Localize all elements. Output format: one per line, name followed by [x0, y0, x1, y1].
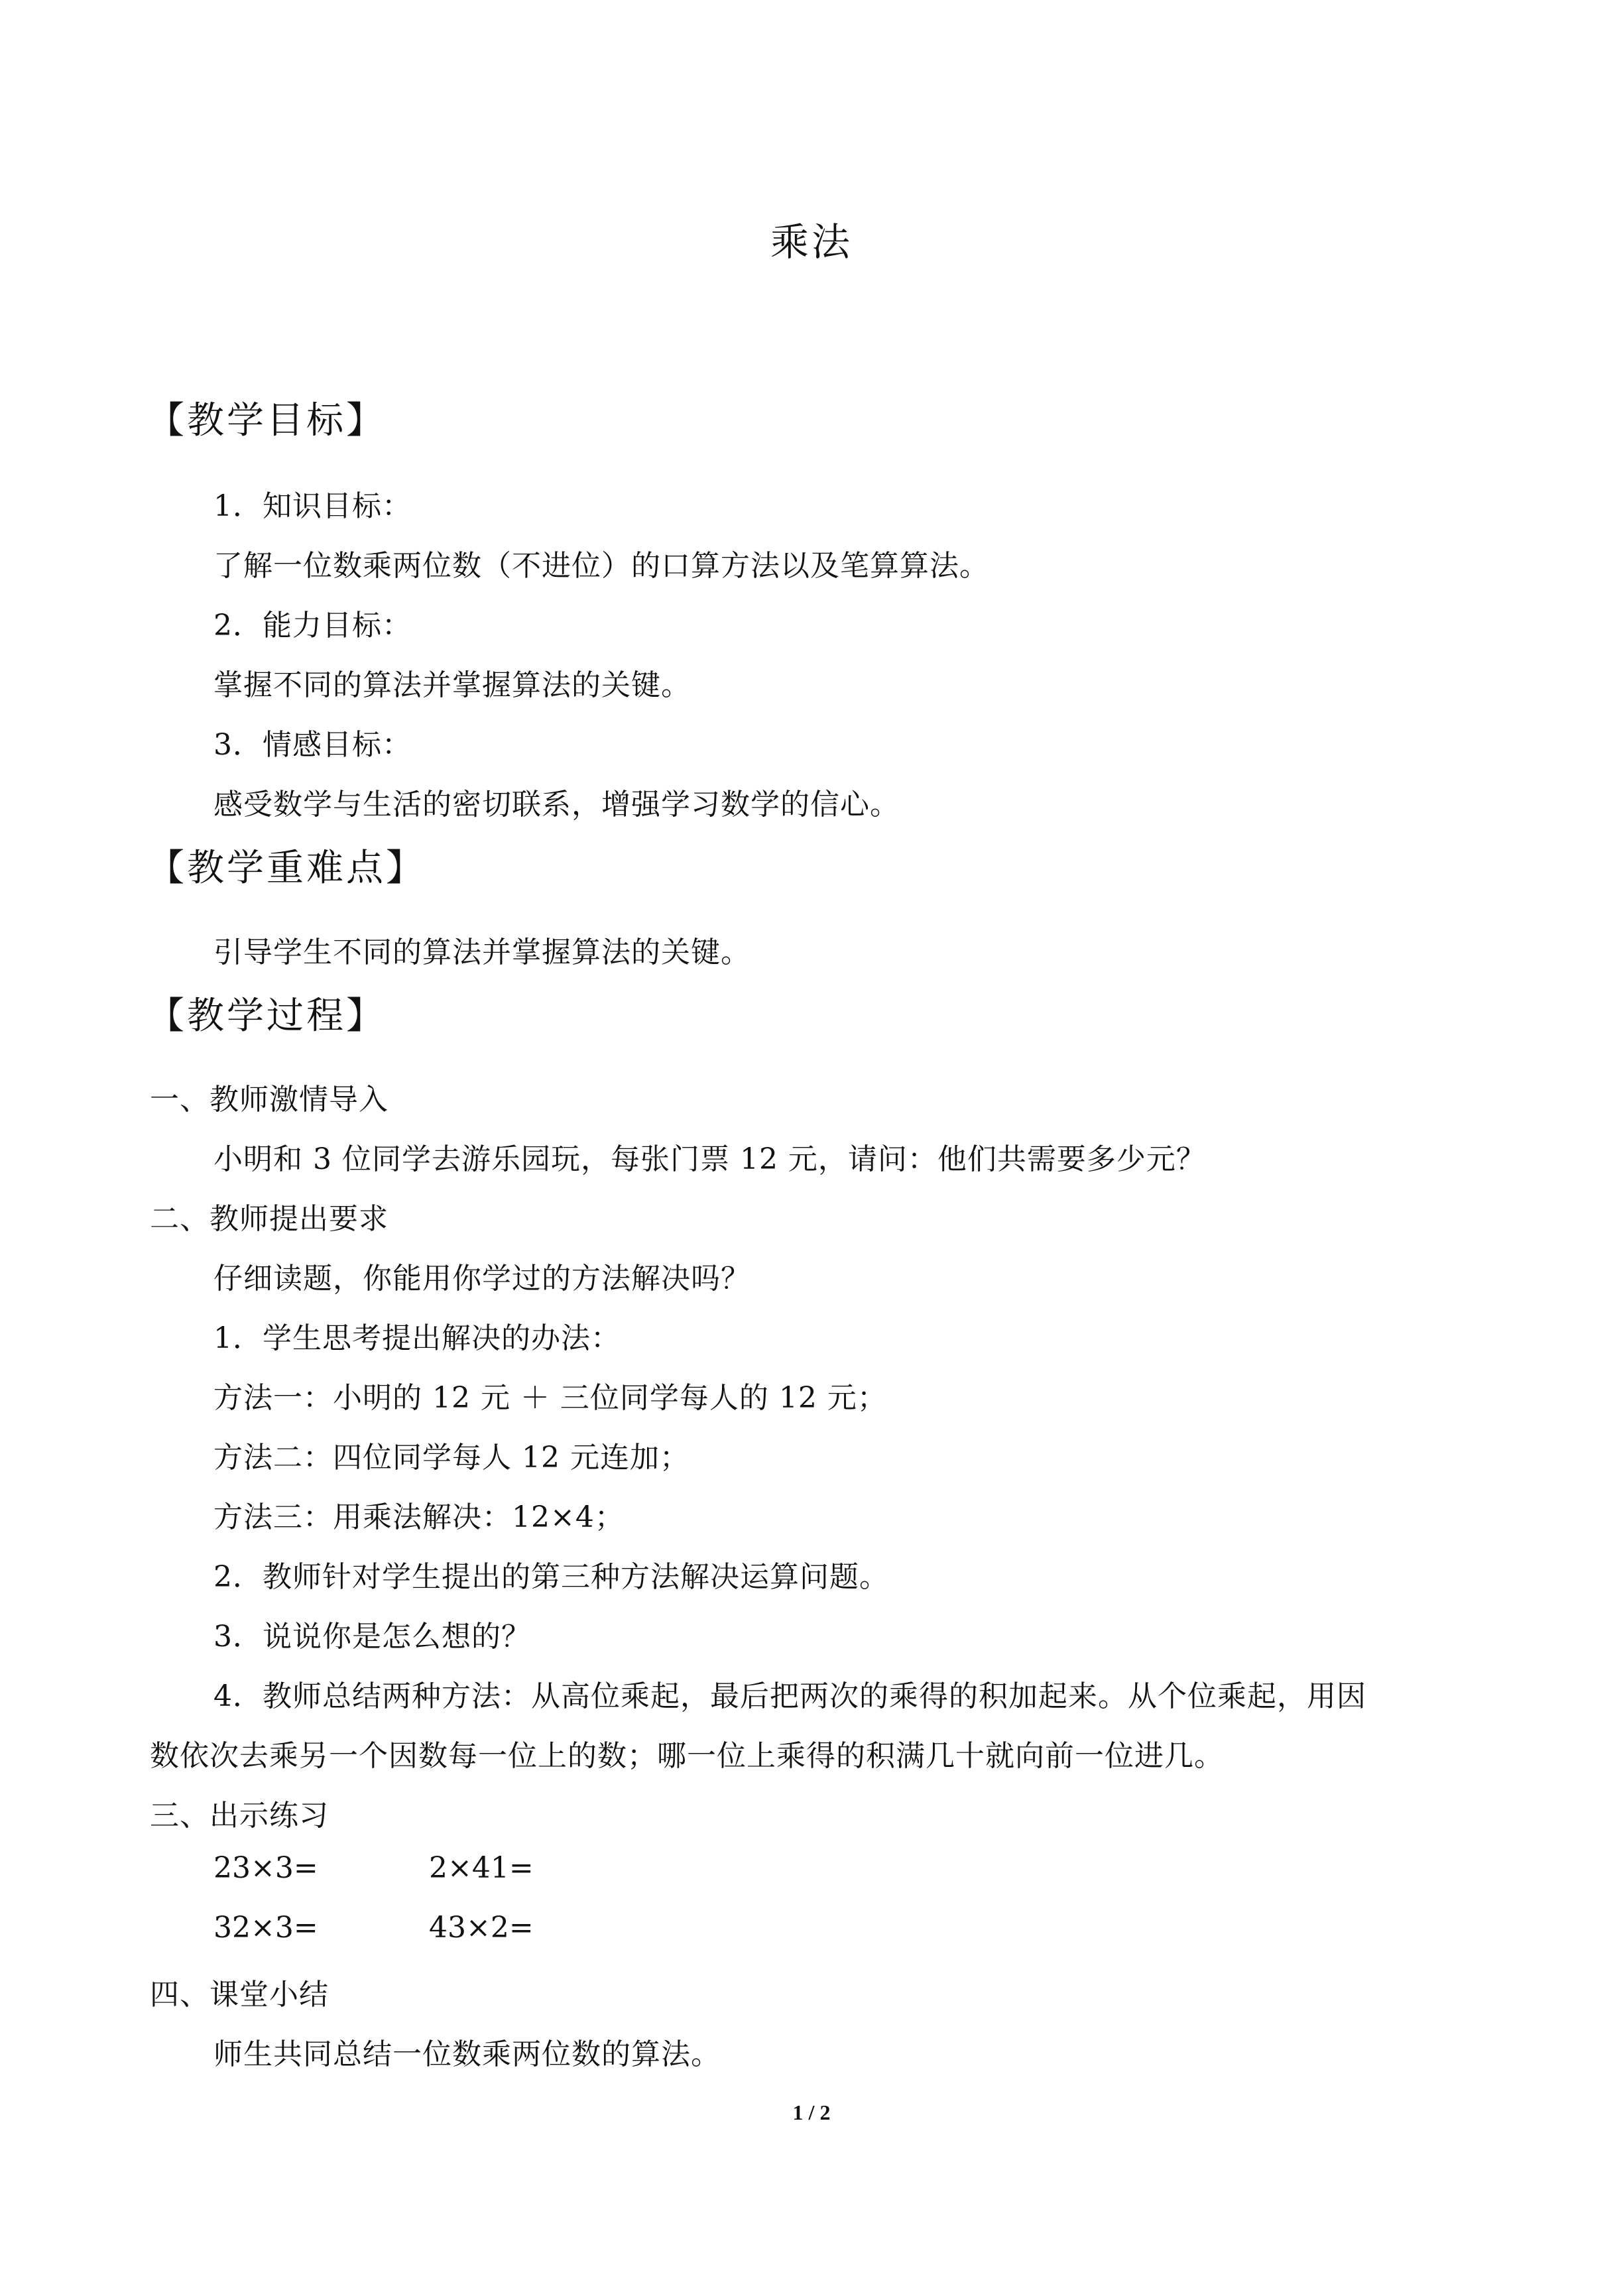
- document-title: 乘法: [770, 219, 853, 265]
- part2-title: 二、教师提出要求: [150, 1202, 389, 1236]
- part2-step3: 3．说说你是怎么想的？: [213, 1620, 531, 1654]
- method-2: 方法二：四位同学每人 12 元连加；: [213, 1441, 690, 1475]
- key-points-text: 引导学生不同的算法并掌握算法的关键。: [213, 936, 751, 969]
- objective-1-text: 了解一位数乘两位数（不进位）的口算方法以及笔算算法。: [213, 549, 989, 583]
- part2-intro: 仔细读题，你能用你学过的方法解决吗？: [213, 1262, 751, 1296]
- objective-2-label: 2．能力目标：: [213, 609, 412, 642]
- method-3: 方法三：用乘法解决：12×4；: [213, 1500, 625, 1534]
- page-number: 1 / 2: [792, 2100, 831, 2124]
- part2-step4-line1: 4．教师总结两种方法：从高位乘起，最后把两次的乘得的积加起来。从个位乘起，用因: [213, 1679, 1366, 1713]
- part1-title: 一、教师激情导入: [150, 1083, 389, 1117]
- part2-step1: 1．学生思考提出解决的办法：: [213, 1321, 621, 1355]
- method-1: 方法一：小明的 12 元 ＋ 三位同学每人的 12 元；: [213, 1381, 887, 1415]
- objective-2-text: 掌握不同的算法并掌握算法的关键。: [213, 668, 691, 702]
- process-heading: 【教学过程】: [147, 995, 386, 1038]
- objective-1-label: 1．知识目标：: [213, 489, 412, 523]
- part2-step4-line2: 数依次去乘另一个因数每一位上的数；哪一位上乘得的积满几十就向前一位进几。: [150, 1739, 1224, 1773]
- part2-step2: 2．教师针对学生提出的第三种方法解决运算问题。: [213, 1560, 889, 1594]
- part3-title: 三、出示练习: [150, 1799, 329, 1833]
- objective-3-text: 感受数学与生活的密切联系，增强学习数学的信心。: [213, 788, 900, 821]
- objective-3-label: 3．情感目标：: [213, 728, 412, 762]
- exercise-2: 2×41=: [429, 1851, 534, 1885]
- part1-text: 小明和 3 位同学去游乐园玩，每张门票 12 元，请问：他们共需要多少元？: [213, 1142, 1206, 1176]
- objectives-heading: 【教学目标】: [147, 399, 386, 442]
- key-points-heading: 【教学重难点】: [147, 847, 426, 890]
- exercise-4: 43×2=: [429, 1911, 534, 1945]
- part4-title: 四、课堂小结: [150, 1978, 329, 2012]
- exercise-3: 32×3=: [213, 1911, 318, 1945]
- exercise-1: 23×3=: [213, 1851, 318, 1885]
- part4-text: 师生共同总结一位数乘两位数的算法。: [213, 2037, 721, 2071]
